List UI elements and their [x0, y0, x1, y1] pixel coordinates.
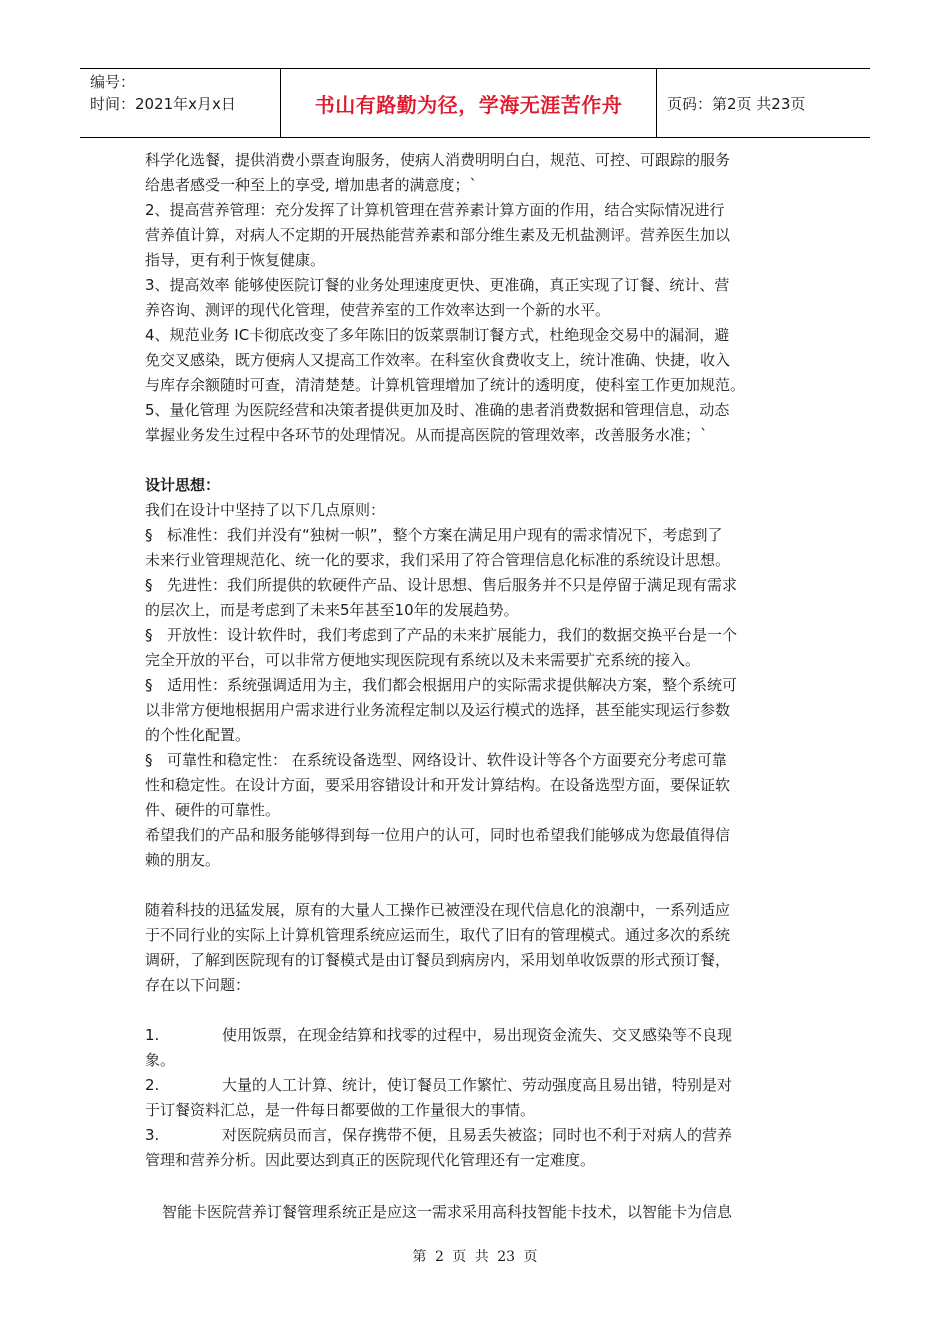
section-bullet-icon: § [145, 526, 153, 544]
text-line: 5、量化管理 为医院经营和决策者提供更加及时、准确的患者消费数据和管理信息，动态 [145, 401, 730, 419]
text-line: 指导，更有利于恢复健康。 [145, 251, 326, 269]
page-footer: 第 2 页 共 23 页 [412, 1249, 538, 1265]
text-line: 性和稳定性。在设计方面，要采用容错设计和开发计算结构。在设备选型方面，要保证软 [145, 776, 731, 794]
principle-item: § 先进性：我们所提供的软硬件产品、设计思想、售后服务并不只是停留于满足现有需求 [145, 573, 810, 598]
text-line: 的层次上，而是考虑到了未来5年甚至10年的发展趋势。 [145, 601, 519, 619]
text-line: 件、硬件的可靠性。 [145, 801, 281, 819]
text-line: 赖的朋友。 [145, 851, 221, 869]
page-header [80, 68, 870, 138]
doc-time-label: 时间：2021年x月x日 [90, 95, 236, 113]
text-line: 与库存余额随时可查，清清楚楚。计算机管理增加了统计的透明度，使科室工作更加规范。 [145, 376, 746, 394]
text-line: 2、提高营养管理：充分发挥了计算机管理在营养素计算方面的作用，结合实际情况进行 [145, 201, 725, 219]
text-line: 的个性化配置。 [145, 726, 251, 744]
section-bullet-icon: § [145, 676, 153, 694]
problem-number: 1. [145, 1026, 160, 1044]
text-line: 存在以下问题： [145, 976, 251, 994]
problem-item: 3. 对医院病员而言，保存携带不便，且易丢失被盗；同时也不利于对病人的营养 [145, 1123, 810, 1148]
section-bullet-icon: § [145, 626, 153, 644]
text-line: 养咨询、测评的现代化管理，使营养室的工作效率达到一个新的水平。 [145, 301, 611, 319]
text-line: 于订餐资料汇总，是一件每日都要做的工作量很大的事情。 [145, 1101, 536, 1119]
text-line: 未来行业管理规范化、统一化的要求，我们采用了符合管理信息化标准的系统设计思想。 [145, 551, 731, 569]
text-line: 营养值计算，对病人不定期的开展热能营养素和部分维生素及无机盐测评。营养医生加以 [145, 226, 731, 244]
problem-number: 3. [145, 1126, 160, 1144]
text-line: 科学化选餐，提供消费小票查询服务，使病人消费明明白白，规范、可控、可跟踪的服务 [145, 151, 731, 169]
text-line: 免交叉感染，既方便病人又提高工作效率。在科室伙食费收支上，统计准确、快捷，收入 [145, 351, 731, 369]
text-line: 完全开放的平台，可以非常方便地实现医院现有系统以及未来需要扩充系统的接入。 [145, 651, 701, 669]
text-line: 于不同行业的实际上计算机管理系统应运而生，取代了旧有的管理模式。通过多次的系统 [145, 926, 731, 944]
section-bullet-icon: § [145, 751, 153, 769]
text-line: 3、提高效率 能够使医院订餐的业务处理速度更快、更准确，真正实现了订餐、统计、营 [145, 276, 730, 294]
section-heading: 设计思想： [145, 476, 221, 494]
text-line: 掌握业务发生过程中各环节的处理情况。从而提高医院的管理效率，改善服务水准；` [145, 426, 708, 444]
text-line: 象。 [145, 1051, 176, 1069]
doc-code-label: 编号： [90, 73, 136, 91]
principle-item: § 可靠性和稳定性： 在系统设备选型、网络设计、软件设计等各个方面要充分考虑可靠 [145, 748, 810, 773]
text-line: 以非常方便地根据用户需求进行业务流程定制以及运行模式的选择，甚至能实现运行参数 [145, 701, 731, 719]
text-line: 调研，了解到医院现有的订餐模式是由订餐员到病房内，采用划单收饭票的形式预订餐， [145, 951, 731, 969]
principle-item: § 适用性：系统强调适用为主，我们都会根据用户的实际需求提供解决方案，整个系统可 [145, 673, 810, 698]
text-line: 随着科技的迅猛发展，原有的大量人工操作已被湮没在现代信息化的浪潮中，一系列适应 [145, 901, 731, 919]
text-line: 我们在设计中坚持了以下几点原则： [145, 501, 386, 519]
problem-number: 2. [145, 1076, 160, 1094]
section-bullet-icon: § [145, 576, 153, 594]
document-body [145, 148, 810, 1225]
text-line: 给患者感受一种至上的享受, 增加患者的满意度；` [145, 176, 478, 194]
problem-item: 1. 使用饭票，在现金结算和找零的过程中，易出现资金流失、交叉感染等不良现 [145, 1023, 810, 1048]
principle-item: § 标准性：我们并没有“独树一帜”，整个方案在满足用户现有的需求情况下，考虑到了 [145, 523, 810, 548]
text-line: 管理和营养分析。因此要达到真正的医院现代化管理还有一定难度。 [145, 1151, 596, 1169]
header-motto: 书山有路勤为径，学海无涯苦作舟 [281, 69, 657, 137]
header-page-info: 页码：第2页 共23页 [667, 94, 806, 113]
header-meta [80, 69, 281, 137]
text-line: 4、规范业务 IC卡彻底改变了多年陈旧的饭菜票制订餐方式，杜绝现金交易中的漏洞，避 [145, 326, 730, 344]
text-line: 希望我们的产品和服务能够得到每一位用户的认可，同时也希望我们能够成为您最值得信 [145, 826, 731, 844]
principle-item: § 开放性：设计软件时，我们考虑到了产品的未来扩展能力，我们的数据交换平台是一个 [145, 623, 810, 648]
problem-item: 2. 大量的人工计算、统计，使订餐员工作繁忙、劳动强度高且易出错，特别是对 [145, 1073, 810, 1098]
text-line: 智能卡医院营养订餐管理系统正是应这一需求采用高科技智能卡技术，以智能卡为信息 [162, 1203, 733, 1221]
